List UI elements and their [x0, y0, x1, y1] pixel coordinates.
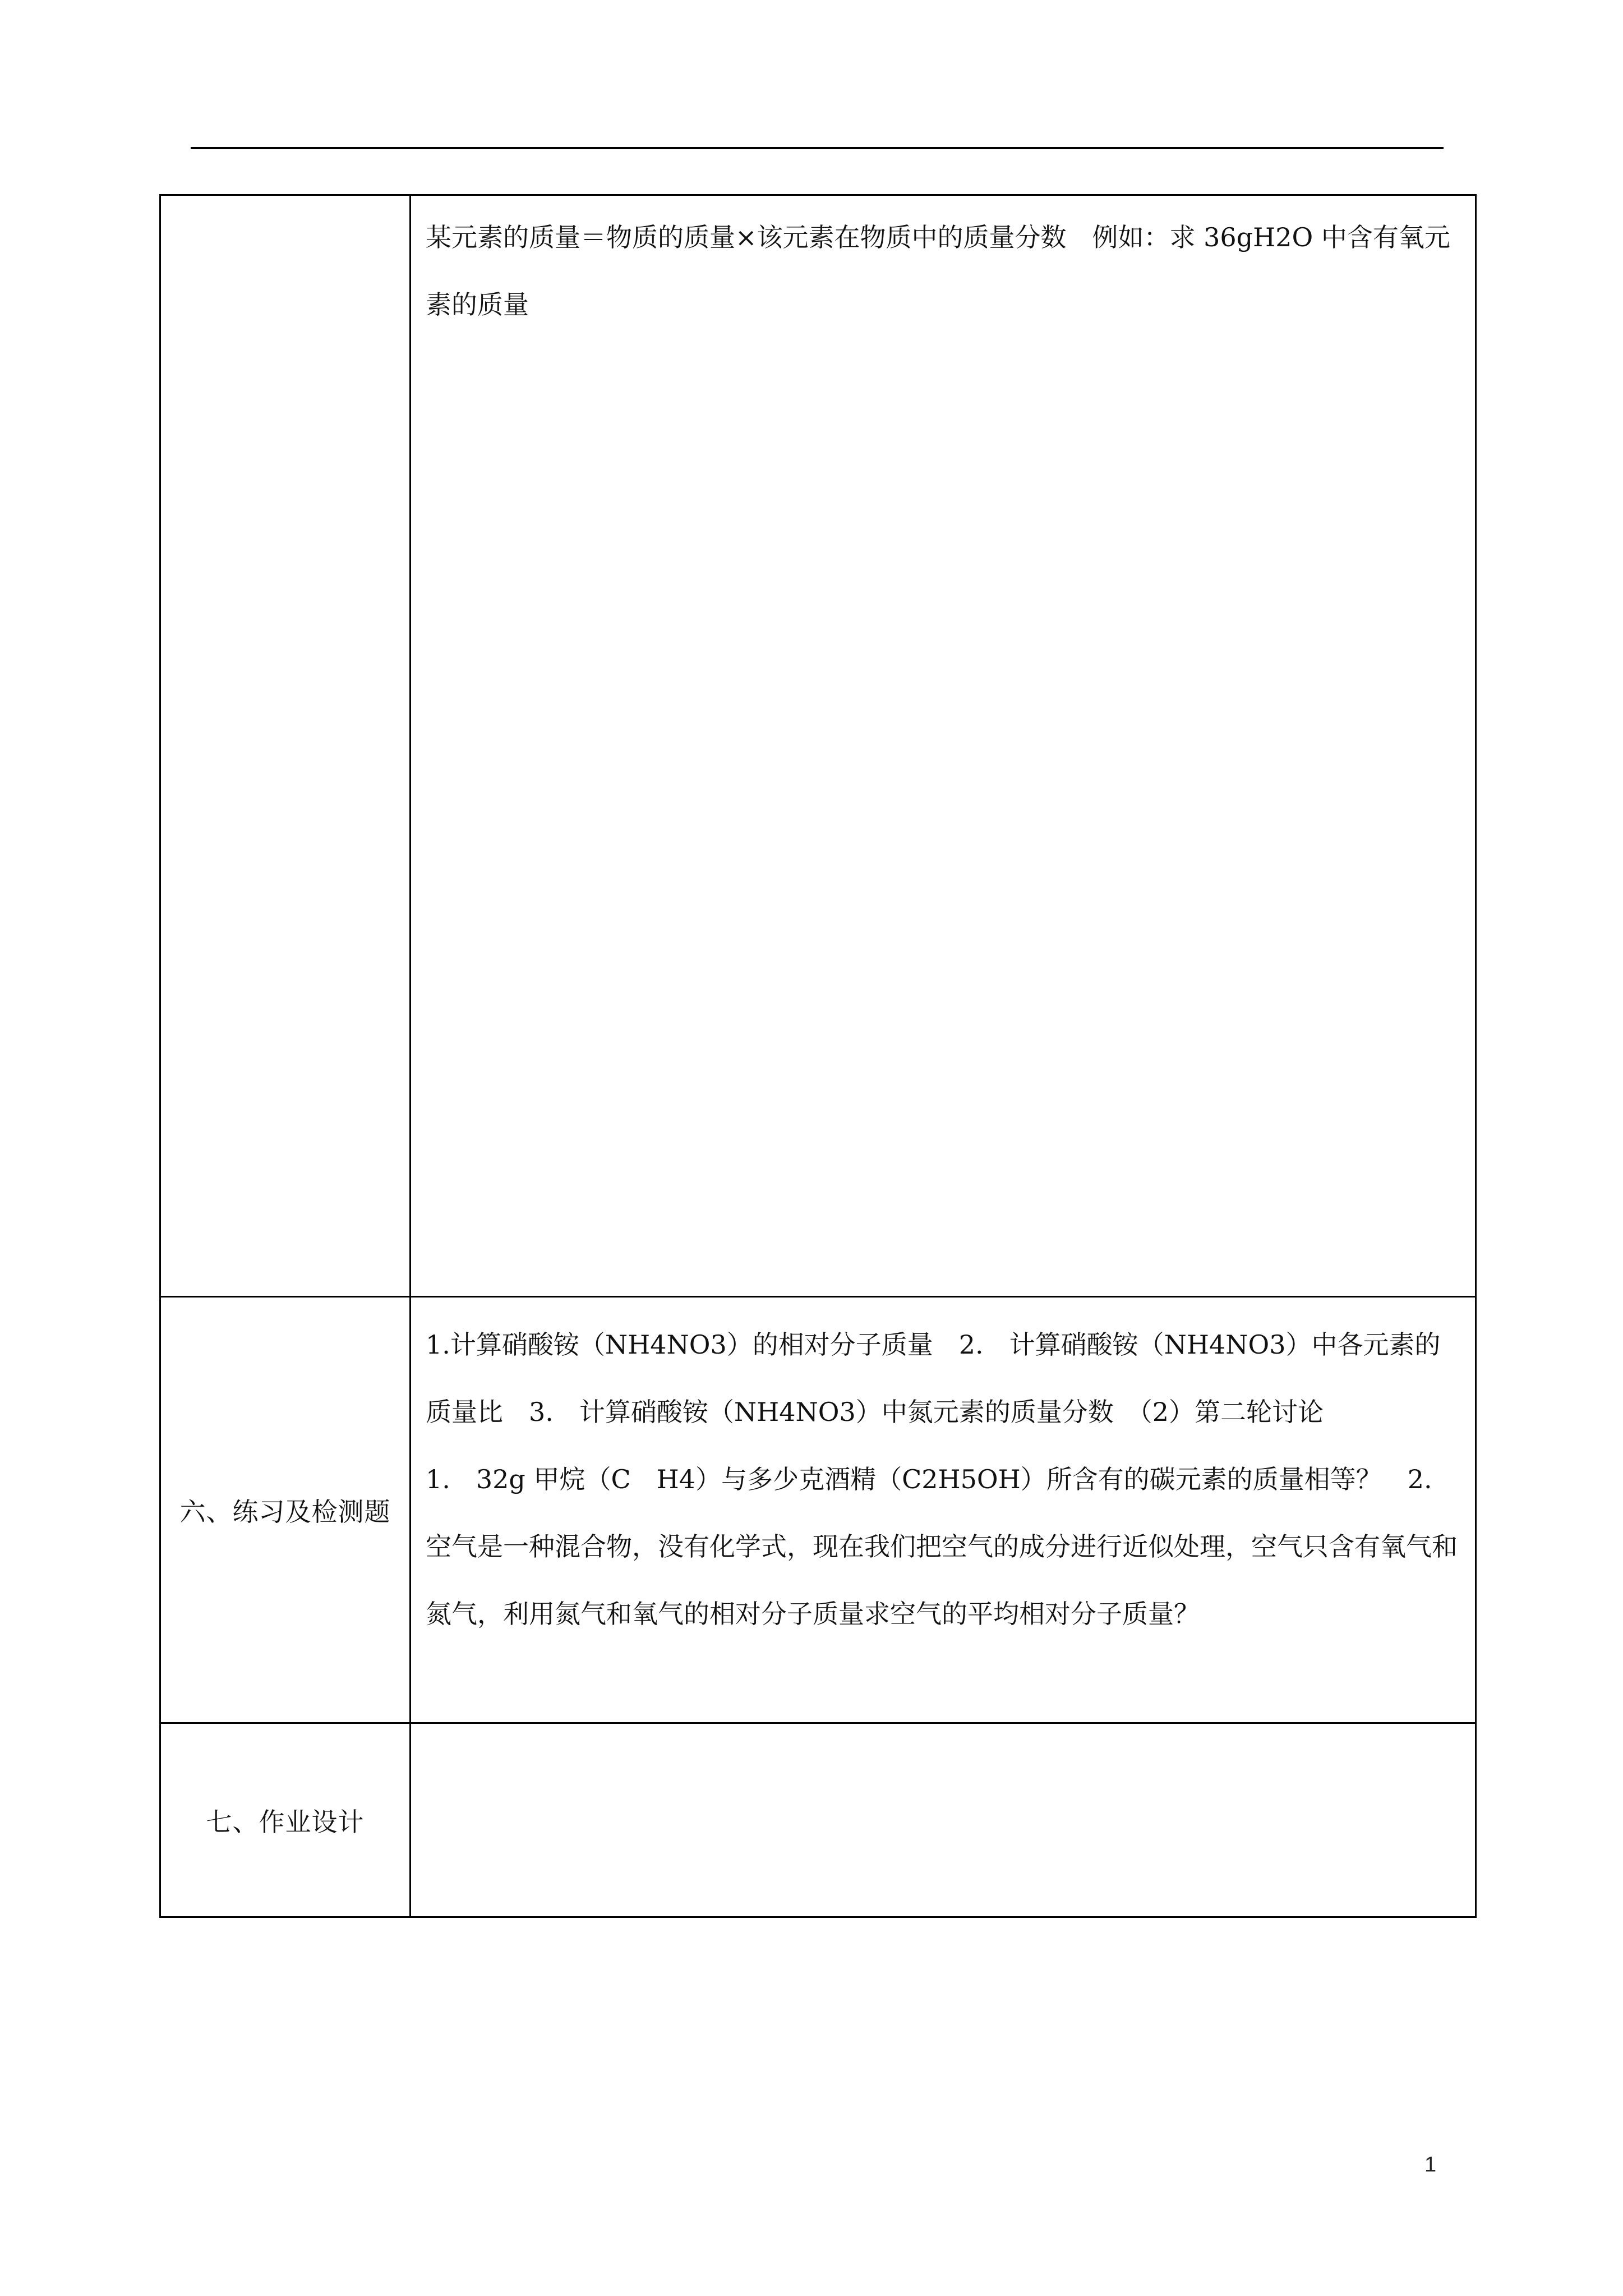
lesson-plan-table [159, 194, 1477, 1918]
header-rule [191, 147, 1444, 149]
page-number: 1 [1424, 2153, 1437, 2177]
homework-content-cell [411, 1723, 1476, 1917]
row-label-homework: 七、作业设计 [160, 1723, 411, 1917]
exercise-round-one-text: 1.计算硝酸铵（NH4NO3）的相对分子质量 2. 计算硝酸铵（NH4NO3）中各元素的质量比 3. 计算硝酸铵（NH4NO3）中氮元素的质量分数 （2）第二轮讨论 [426, 1329, 1441, 1427]
table-row-exercises [160, 1297, 1476, 1723]
row-label-exercises: 六、练习及检测题 [160, 1297, 411, 1723]
table-row-homework [160, 1723, 1476, 1917]
row-content-cell [411, 1297, 1476, 1723]
row-label-empty [160, 195, 411, 1297]
exercise-round-two-text: 1. 32g 甲烷（C H4）与多少克酒精（C2H5OH）所含有的碳元素的质量相等？ 2. 空气是一种混合物，没有化学式，现在我们把空气的成分进行近似处理，空气只含有氧气和氮气，利用氮气和氧气的相对分子质量求空气的平均相对分子质量？ [426, 1464, 1458, 1629]
element-mass-formula-text: 某元素的质量＝物质的质量×该元素在物质中的质量分数 例如：求 36gH2O 中含有氧元素的质量 [426, 222, 1450, 320]
row-content-cell [411, 195, 1476, 1297]
table-row-element-mass [160, 195, 1476, 1297]
